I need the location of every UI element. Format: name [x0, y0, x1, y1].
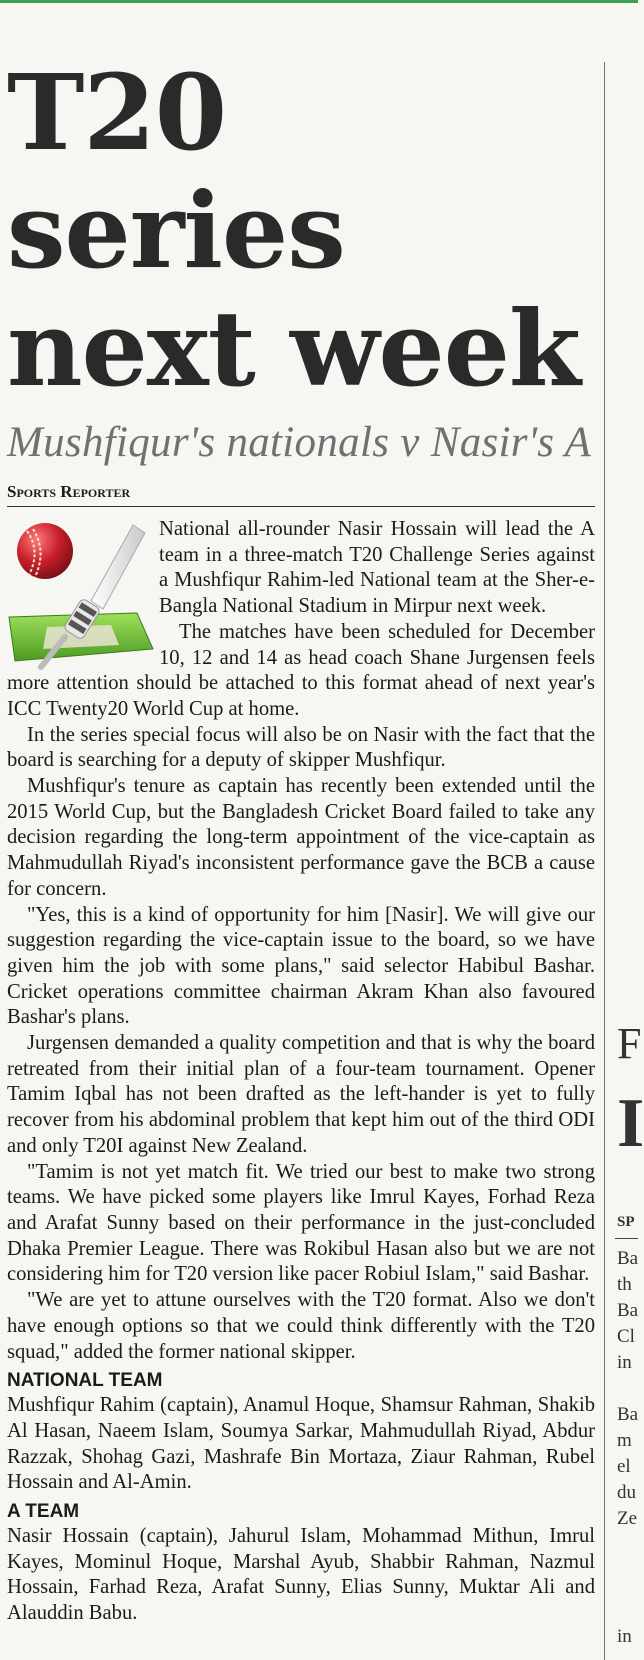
- kicker: Mushfiqur's nationals v Nasir's A: [7, 419, 592, 466]
- byline: Sports Reporter: [7, 482, 595, 507]
- article-body: [7, 517, 595, 1627]
- national-team-list: Mushfiqur Rahim (captain), Anamul Hoque, Shamsur Rahman, Shakib Al Hasan, Naeem Islam, Soumya Sarkar, Mahmudullah Riyad, Abdur Razzak, Shohag Gazi, Mashrafe Bin Mortaza, Ziaur Rahman, Rubel Hossain and Al-Amin.: [7, 1394, 595, 1494]
- a-team-list: Nasir Hossain (captain), Jahurul Islam, Mohammad Mithun, Imrul Kayes, Mominul Hoque, Marshal Ayub, Shabbir Rahman, Nazmul Hossain, Farhad Reza, Arafat Sunny, Elias Sunny, Muktar Ali and Alauddin Babu.: [7, 1525, 595, 1625]
- adjacent-line: th: [617, 1274, 632, 1295]
- a-team-heading: A TEAM: [7, 1501, 80, 1523]
- paragraph: Mushfiqur's tenure as captain has recently been extended until the 2015 World Cup, but the Bangladesh Cricket Board failed to take any decision regarding the long-term appointment of the vice-captain as Mahmudullah Riyad's inconsistent performance gave the BCB a cause for concern.: [7, 775, 595, 900]
- paragraph: National all-rounder Nasir Hossain will lead the A team in a three-match T20 Challenge Series against a Mushfiqur Rahim-led National team at the Sher-e-Bangla National Stadium in Mirpur next week.: [159, 518, 595, 618]
- adjacent-line: Ze: [617, 1508, 638, 1529]
- adjacent-byline-fragment: SP: [617, 1214, 635, 1230]
- adjacent-line: m: [617, 1430, 632, 1451]
- headline-line-1: T20 series: [7, 51, 345, 292]
- adjacent-line: in: [617, 1352, 632, 1373]
- adjacent-line: el: [617, 1456, 631, 1477]
- paragraph: "Yes, this is a kind of opportunity for him [Nasir]. We will give our suggestion regarding the vice-captain issue to the board, so we have given him the job with some plans," said selector Habibul Bashar. Cricket operations committee chairman Akram Khan also favoured Bashar's plans.: [7, 903, 595, 1029]
- headline: [7, 51, 595, 410]
- adjacent-headline-fragment: F: [617, 1019, 642, 1068]
- adjacent-byline-rule: [615, 1238, 638, 1239]
- top-accent-rule: [0, 0, 638, 3]
- paragraph: In the series special focus will also be on Nasir with the fact that the board is searching for a deputy of skipper Mushfiqur.: [7, 723, 595, 772]
- article: [7, 51, 595, 1627]
- adjacent-line: Ba: [617, 1300, 639, 1321]
- national-team-heading: NATIONAL TEAM: [7, 1370, 163, 1392]
- headline-line-2: next week: [7, 287, 580, 410]
- adjacent-line: Cl: [617, 1326, 635, 1347]
- paragraph: The matches have been scheduled for December 10, 12 and 14 as head coach Shane Jurgensen feels more attention should be attached to this format ahead of next year's ICC Twenty20 World Cup at home.: [7, 620, 595, 720]
- adjacent-line: Ba: [617, 1248, 639, 1269]
- column-divider: [604, 62, 605, 1660]
- paragraph: "Tamim is not yet match fit. We tried our best to make two strong teams. We have picked some players like Imrul Kayes, Forhad Reza and Arafat Sunny based on their performance in the just-concluded Dhaka Premier League. There was Rokibul Hasan also but we are not considering him for T20 version like pacer Robiul Islam," said Bashar.: [7, 1160, 595, 1286]
- adjacent-line: Ba: [617, 1404, 639, 1425]
- cricket-icon: [7, 517, 155, 669]
- paragraph: Jurgensen demanded a quality competition and that is why the board retreated from their initial plan of a four-team tournament. Opener Tamim Iqbal has not been drafted as the left-hander is yet to fully recover from his abdominal problem that kept him out of the third ODI and only T20I against New Zealand.: [7, 1032, 595, 1157]
- adjacent-headline-fragment-2: I: [617, 1085, 644, 1162]
- adjacent-line: du: [617, 1482, 636, 1503]
- paragraph: "We are yet to attune ourselves with the T20 format. Also we don't have enough options so that we could think differently with the T20 squad," added the former national skipper.: [7, 1289, 595, 1363]
- adjacent-line: in: [617, 1626, 632, 1647]
